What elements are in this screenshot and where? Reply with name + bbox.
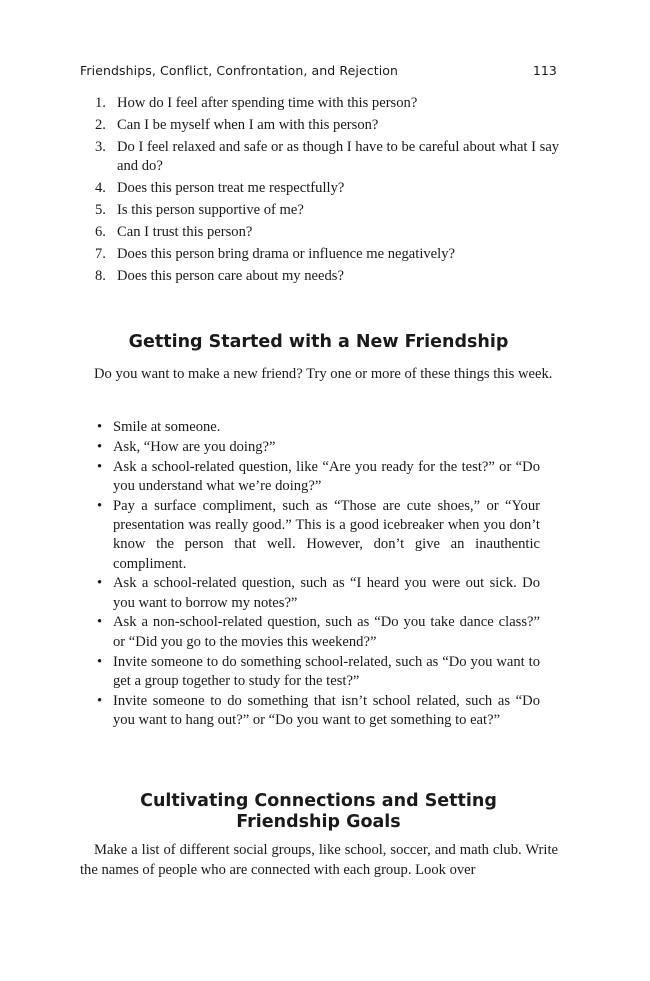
item-text: Does this person treat me respectfully? [117,180,345,196]
item-number: 1. [95,95,106,111]
list-item: • Ask a school-related question, like “Are you ready for the test?” or “Do you understand what we’re doing?” [95,458,540,497]
list-item: • Smile at someone. [95,418,540,437]
item-number: 8. [95,268,106,284]
item-number: 5. [95,202,106,218]
page-number: 113 [532,63,557,78]
cultivating-paragraph: Make a list of different social groups, like school, soccer, and math club. Write the names of people who are connected with each group. Look over [80,842,558,878]
item-text: Can I be myself when I am with this person? [117,117,379,133]
item-text: Can I trust this person? [117,224,253,240]
section-heading-new-friendship: Getting Started with a New Friendship [128,332,509,352]
item-number: 2. [95,117,106,133]
item-text: Is this person supportive of me? [117,202,304,218]
item-number: 4. [95,180,106,196]
list-item [95,138,560,176]
list-item [95,179,560,198]
list-item [95,201,560,220]
list-item [95,245,560,264]
running-head [80,63,557,78]
list-item: • Ask a school-related question, such as “I heard you were out sick. Do you want to borrow my notes?” [95,574,540,613]
list-item: • Invite someone to do something that isn’t school related, such as “Do you want to hang out?” or “Do you want to get something to eat?” [95,692,540,731]
friendship-questions-list [95,94,560,289]
heading-line: Friendship Goals [236,812,401,832]
list-item: • Invite someone to do something school-related, such as “Do you want to get a group together to study for the test?” [95,653,540,692]
item-text: Do I feel relaxed and safe or as though I have to be careful about what I say and do? [117,139,560,174]
intro-paragraph: Do you want to make a new friend? Try one or more of these things this week. [94,366,553,382]
list-item [95,116,560,135]
list-item: • Ask a non-school-related question, such as “Do you take dance class?” or “Did you go to the movies this weekend?” [95,613,540,652]
item-number: 6. [95,224,106,240]
list-item [95,267,560,286]
item-number: 3. [95,139,106,155]
chapter-title: Friendships, Conflict, Confrontation, and Rejection [80,63,399,78]
section-heading-cultivating [80,791,557,833]
list-item: • Pay a surface compliment, such as “Those are cute shoes,” or “Your presentation was really good.” This is a good icebreaker when you don’t know the person that well. However, don’t give an inauthentic compliment. [95,497,540,574]
item-text: Does this person care about my needs? [117,268,344,284]
new-friendship-tips-list [95,418,540,731]
item-text: How do I feel after spending time with this person? [117,95,418,111]
list-item [95,223,560,242]
item-text: Does this person bring drama or influence me negatively? [117,246,455,262]
list-item [95,94,560,113]
item-number: 7. [95,246,106,262]
heading-line: Cultivating Connections and Setting [140,791,497,811]
list-item: • Ask, “How are you doing?” [95,438,540,457]
